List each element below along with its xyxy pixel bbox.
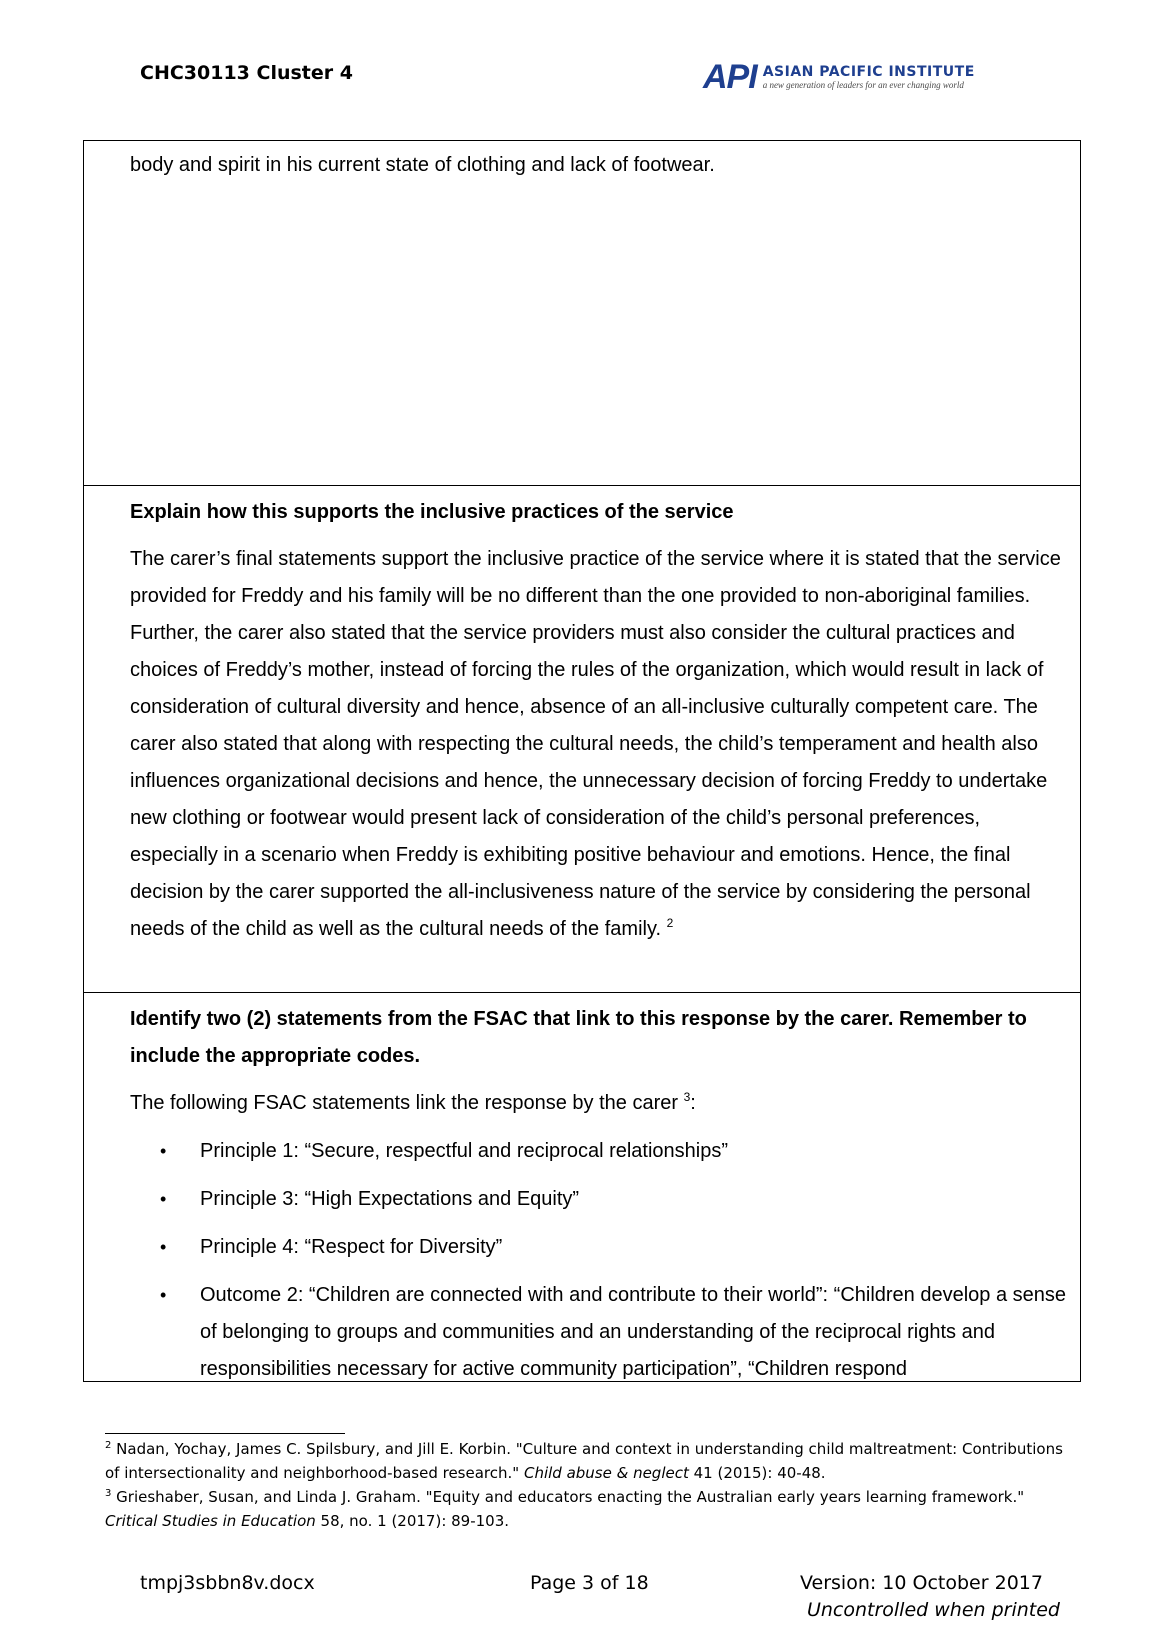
fsac-intro: The following FSAC statements link the response by the carer $^3$: [130, 1090, 696, 1114]
logo-name: ASIAN PACIFIC INSTITUTE [762, 64, 975, 80]
logo-mark: API [703, 58, 757, 96]
inclusive-practice-question: Explain how this supports the inclusive practices of the service [130, 501, 734, 523]
fsac-question: Identify two (2) statements from the FSAC that link to this response by the carer. Remember to include the appropriate codes. [130, 1008, 1027, 1067]
footer-version: Version: 10 October 2017 [800, 1572, 1043, 1594]
assessment-table [83, 140, 1081, 1382]
footer-uncontrolled-note: Uncontrolled when printed [806, 1599, 1060, 1621]
list-item: • Principle 3: “High Expectations and Equity” [160, 1188, 580, 1210]
footnote-ref: 3 [683, 1090, 691, 1104]
list-item: • Principle 4: “Respect for Diversity” [160, 1236, 503, 1258]
document-header-title: CHC30113 Cluster 4 [140, 62, 353, 84]
footnote-ref: 2 [666, 916, 674, 930]
fsac-list [130, 1133, 1068, 1388]
institute-logo [703, 60, 975, 94]
list-item: • Principle 1: “Secure, respectful and reciprocal relationships” [160, 1140, 729, 1162]
footer-filename: tmpj3sbbn8v.docx [140, 1572, 315, 1594]
cell-continued-text: body and spirit in his current state of clothing and lack of footwear. [130, 154, 715, 176]
fsac-statements-cell [130, 1001, 1068, 1388]
logo-tagline: a new generation of leaders for an ever changing world [762, 80, 964, 90]
row-divider [84, 992, 1080, 993]
list-item: • Outcome 2: “Children are connected with and contribute to their world”: “Children develop a sense of belonging to groups and communities and an understanding of the reciprocal rights and responsibilities necessary for active community participation”, “Children respond [160, 1284, 1067, 1380]
inclusive-practice-answer: The carer’s final statements support the inclusive practice of the service where it is stated that the service provided for Freddy and his family will be no different than the one provided to non-aboriginal families. Further, the carer also stated that the service providers must also consider the cultural practices and choices of Freddy’s mother, instead of forcing the rules of the organization, which would result in lack of consideration of cultural diversity and hence, absence of an all-inclusive culturally competent care. The carer also stated that along with respecting the cultural needs, the child’s temperament and health also influences organizational decisions and hence, the unnecessary decision of forcing Freddy to undertake new clothing or footwear would present lack of consideration of the child’s personal preferences, especially in a scenario when Freddy is exhibiting positive behaviour and emotions. Hence, the final decision by the carer supported the all-inclusiveness nature of the service by considering the personal needs of the child as well as the cultural needs of the family. $^2$ [130, 548, 1061, 940]
footnote-2: $^2$ Nadan, Yochay, James C. Spilsbury, and Jill E. Korbin. "Culture and context in understanding child maltreatment: Contributions of intersectionality and neighborhood-based research." Child abuse & neglect 41 (2015): 40-48. [105, 1440, 1063, 1482]
footnote-separator [105, 1433, 345, 1434]
footnotes [105, 1437, 1065, 1533]
footer-page-number: Page 3 of 18 [530, 1572, 649, 1594]
row-divider [84, 485, 1080, 486]
inclusive-practice-cell [130, 494, 1068, 948]
footnote-3: $^3$ Grieshaber, Susan, and Linda J. Graham. "Equity and educators enacting the Australian early years learning framework." Critical Studies in Education 58, no. 1 (2017): 89-103. [105, 1488, 1025, 1530]
